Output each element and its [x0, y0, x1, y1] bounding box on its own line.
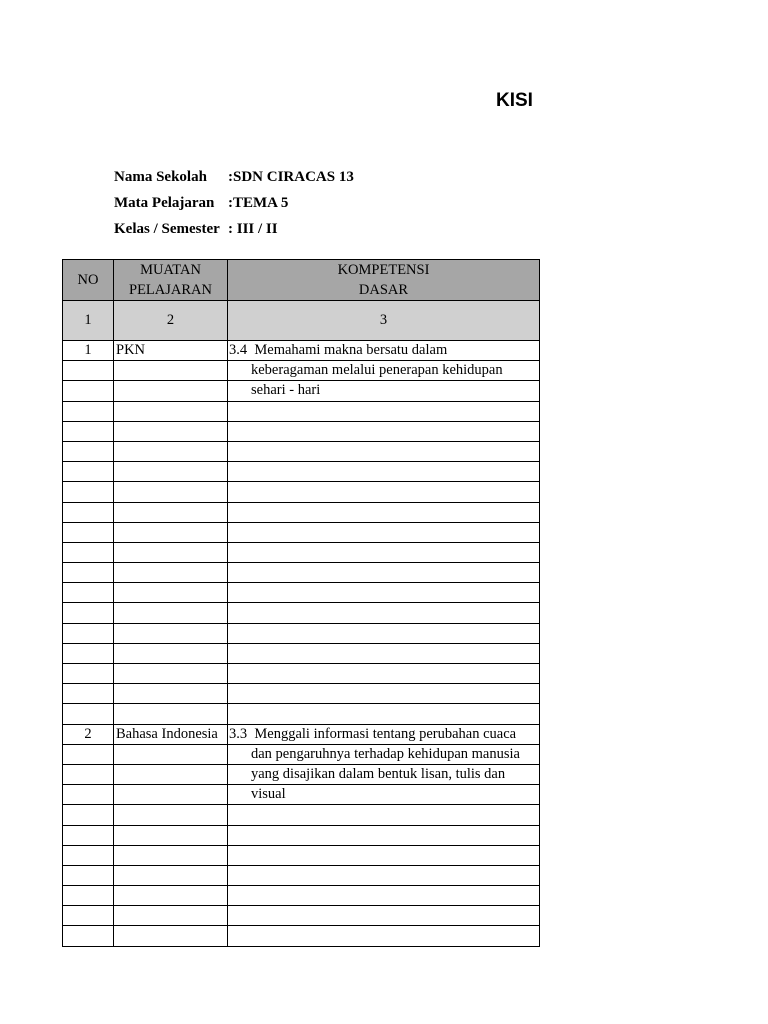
- table-row: [63, 704, 540, 724]
- table-row: [63, 563, 540, 583]
- row-subject: PKN: [114, 341, 228, 361]
- table-row: [63, 542, 540, 562]
- table-row: [63, 664, 540, 684]
- table-row: [63, 684, 540, 704]
- row-kd-cont: sehari - hari: [228, 381, 540, 401]
- table-row: [63, 482, 540, 502]
- column-number-1: 1: [63, 301, 114, 341]
- row-no: 2: [63, 724, 114, 744]
- table-row: [63, 522, 540, 542]
- table-row: [63, 603, 540, 623]
- table-row: [63, 623, 540, 643]
- table-row: [63, 825, 540, 845]
- table-row: [63, 441, 540, 461]
- page-title: KISI: [496, 90, 533, 111]
- row-kd-cont: yang disajikan dalam bentuk lisan, tulis dan: [228, 764, 540, 784]
- class-label: Kelas / Semester: [114, 221, 220, 237]
- table-row: [63, 906, 540, 926]
- row-kd: 3.3 Menggali informasi tentang perubahan cuaca: [228, 724, 540, 744]
- table-row: [63, 643, 540, 663]
- subject-value: :TEMA 5: [228, 195, 289, 211]
- column-number-2: 2: [114, 301, 228, 341]
- table-row: [63, 401, 540, 421]
- header-kompetensi: KOMPETENSI DASAR: [228, 260, 540, 301]
- table-row: [63, 381, 540, 401]
- header-no: NO: [63, 260, 114, 301]
- table-row: [63, 926, 540, 946]
- table-row: [63, 865, 540, 885]
- column-number-3: 3: [228, 301, 540, 341]
- kisi-table: [62, 259, 540, 947]
- school-label: Nama Sekolah: [114, 169, 207, 185]
- header-muatan: MUATAN PELAJARAN: [114, 260, 228, 301]
- table-row: [63, 502, 540, 522]
- table-row: [63, 361, 540, 381]
- row-kd-cont: dan pengaruhnya terhadap kehidupan manusia: [228, 744, 540, 764]
- table-row: [63, 583, 540, 603]
- table-row: [63, 886, 540, 906]
- row-no: 1: [63, 341, 114, 361]
- table-row: [63, 845, 540, 865]
- column-number-row: [63, 301, 540, 341]
- row-subject: Bahasa Indonesia: [114, 724, 228, 744]
- table-row: [63, 764, 540, 784]
- school-value: :SDN CIRACAS 13: [228, 169, 354, 185]
- header-row: [63, 260, 540, 301]
- table-row: [63, 724, 540, 744]
- table-row: [63, 805, 540, 825]
- table-row: [63, 785, 540, 805]
- table-row: [63, 462, 540, 482]
- table-row: [63, 341, 540, 361]
- subject-label: Mata Pelajaran: [114, 195, 215, 211]
- row-kd-cont: visual: [228, 785, 540, 805]
- table-row: [63, 744, 540, 764]
- row-kd-cont: keberagaman melalui penerapan kehidupan: [228, 361, 540, 381]
- table-row: [63, 421, 540, 441]
- row-kd: 3.4 Memahami makna bersatu dalam: [228, 341, 540, 361]
- class-value: : III / II: [228, 221, 278, 237]
